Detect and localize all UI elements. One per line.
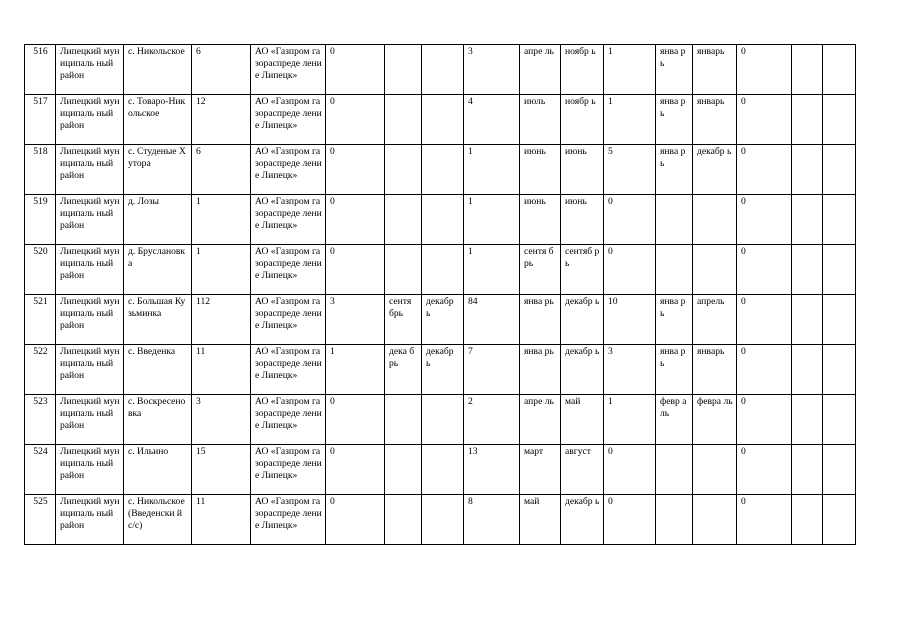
col9-cell: 3 bbox=[464, 45, 520, 95]
col16-cell bbox=[792, 495, 823, 545]
col12-cell: 1 bbox=[604, 395, 656, 445]
col8-cell: декабр ь bbox=[422, 345, 464, 395]
col7-cell: сентя брь bbox=[385, 295, 422, 345]
col12-cell: 1 bbox=[604, 45, 656, 95]
col13-cell bbox=[656, 245, 693, 295]
col15-cell: 0 bbox=[737, 195, 792, 245]
col10-cell: янва рь bbox=[520, 345, 561, 395]
row-number: 523 bbox=[25, 395, 56, 445]
col13-cell: февр аль bbox=[656, 395, 693, 445]
col17-cell bbox=[823, 95, 856, 145]
locality-cell: д. Лозы bbox=[124, 195, 192, 245]
table-row bbox=[25, 145, 856, 195]
table-row bbox=[25, 295, 856, 345]
organization-cell: АО «Газпром газораспреде ление Липецк» bbox=[251, 45, 326, 95]
col13-cell: янва рь bbox=[656, 145, 693, 195]
col8-cell bbox=[422, 395, 464, 445]
col8-cell bbox=[422, 95, 464, 145]
col8-cell bbox=[422, 495, 464, 545]
col12-cell: 0 bbox=[604, 495, 656, 545]
col10-cell: март bbox=[520, 445, 561, 495]
district-cell: Липецкий муниципаль ный район bbox=[56, 195, 124, 245]
row-number: 525 bbox=[25, 495, 56, 545]
col6-cell: 0 bbox=[326, 195, 385, 245]
col17-cell bbox=[823, 295, 856, 345]
row-number: 521 bbox=[25, 295, 56, 345]
locality-cell: с. Большая Кузьминка bbox=[124, 295, 192, 345]
organization-cell: АО «Газпром газораспреде ление Липецк» bbox=[251, 445, 326, 495]
table-row bbox=[25, 45, 856, 95]
organization-cell: АО «Газпром газораспреде ление Липецк» bbox=[251, 95, 326, 145]
gasification-table bbox=[24, 44, 856, 545]
count-cell: 11 bbox=[192, 495, 251, 545]
col16-cell bbox=[792, 145, 823, 195]
table-row bbox=[25, 395, 856, 445]
locality-cell: с. Ильино bbox=[124, 445, 192, 495]
col10-cell: сентя брь bbox=[520, 245, 561, 295]
col10-cell: апре ль bbox=[520, 395, 561, 445]
col14-cell: апрель bbox=[693, 295, 737, 345]
col6-cell: 3 bbox=[326, 295, 385, 345]
col11-cell: ноябр ь bbox=[561, 45, 604, 95]
col16-cell bbox=[792, 295, 823, 345]
col6-cell: 0 bbox=[326, 495, 385, 545]
col17-cell bbox=[823, 145, 856, 195]
table-body bbox=[25, 45, 856, 545]
col6-cell: 0 bbox=[326, 445, 385, 495]
col9-cell: 1 bbox=[464, 145, 520, 195]
col9-cell: 4 bbox=[464, 95, 520, 145]
col17-cell bbox=[823, 195, 856, 245]
organization-cell: АО «Газпром газораспреде ление Липецк» bbox=[251, 145, 326, 195]
locality-cell: с. Товаро-Никольское bbox=[124, 95, 192, 145]
row-number: 520 bbox=[25, 245, 56, 295]
row-number: 519 bbox=[25, 195, 56, 245]
district-cell: Липецкий муниципаль ный район bbox=[56, 345, 124, 395]
col12-cell: 0 bbox=[604, 195, 656, 245]
col10-cell: июль bbox=[520, 95, 561, 145]
locality-cell: с. Никольское bbox=[124, 45, 192, 95]
col13-cell bbox=[656, 195, 693, 245]
col8-cell bbox=[422, 445, 464, 495]
col14-cell bbox=[693, 195, 737, 245]
table-row bbox=[25, 195, 856, 245]
col11-cell: май bbox=[561, 395, 604, 445]
col14-cell: январь bbox=[693, 95, 737, 145]
count-cell: 11 bbox=[192, 345, 251, 395]
organization-cell: АО «Газпром газораспреде ление Липецк» bbox=[251, 495, 326, 545]
col14-cell: февра ль bbox=[693, 395, 737, 445]
col15-cell: 0 bbox=[737, 295, 792, 345]
col15-cell: 0 bbox=[737, 395, 792, 445]
district-cell: Липецкий муниципаль ный район bbox=[56, 445, 124, 495]
row-number: 524 bbox=[25, 445, 56, 495]
col8-cell: декабр ь bbox=[422, 295, 464, 345]
col6-cell: 1 bbox=[326, 345, 385, 395]
count-cell: 6 bbox=[192, 45, 251, 95]
col12-cell: 10 bbox=[604, 295, 656, 345]
col13-cell bbox=[656, 495, 693, 545]
col13-cell: янва рь bbox=[656, 45, 693, 95]
row-number: 518 bbox=[25, 145, 56, 195]
col10-cell: май bbox=[520, 495, 561, 545]
col13-cell: янва рь bbox=[656, 345, 693, 395]
count-cell: 1 bbox=[192, 195, 251, 245]
col14-cell bbox=[693, 245, 737, 295]
district-cell: Липецкий муниципаль ный район bbox=[56, 495, 124, 545]
col13-cell: янва рь bbox=[656, 295, 693, 345]
col9-cell: 7 bbox=[464, 345, 520, 395]
count-cell: 112 bbox=[192, 295, 251, 345]
col10-cell: апре ль bbox=[520, 45, 561, 95]
district-cell: Липецкий муниципаль ный район bbox=[56, 295, 124, 345]
district-cell: Липецкий муниципаль ный район bbox=[56, 395, 124, 445]
district-cell: Липецкий муниципаль ный район bbox=[56, 45, 124, 95]
col17-cell bbox=[823, 495, 856, 545]
row-number: 516 bbox=[25, 45, 56, 95]
col10-cell: июнь bbox=[520, 145, 561, 195]
col8-cell bbox=[422, 245, 464, 295]
col7-cell: дека брь bbox=[385, 345, 422, 395]
locality-cell: д. Бруслановк а bbox=[124, 245, 192, 295]
col13-cell bbox=[656, 445, 693, 495]
col11-cell: сентяб рь bbox=[561, 245, 604, 295]
col12-cell: 0 bbox=[604, 445, 656, 495]
table-row bbox=[25, 245, 856, 295]
col15-cell: 0 bbox=[737, 95, 792, 145]
col11-cell: декабр ь bbox=[561, 345, 604, 395]
col9-cell: 2 bbox=[464, 395, 520, 445]
count-cell: 3 bbox=[192, 395, 251, 445]
col14-cell: январь bbox=[693, 345, 737, 395]
col7-cell bbox=[385, 445, 422, 495]
col7-cell bbox=[385, 495, 422, 545]
col12-cell: 3 bbox=[604, 345, 656, 395]
row-number: 522 bbox=[25, 345, 56, 395]
table-row bbox=[25, 95, 856, 145]
col12-cell: 1 bbox=[604, 95, 656, 145]
col11-cell: ноябр ь bbox=[561, 95, 604, 145]
col15-cell: 0 bbox=[737, 445, 792, 495]
col8-cell bbox=[422, 45, 464, 95]
organization-cell: АО «Газпром газораспреде ление Липецк» bbox=[251, 395, 326, 445]
col16-cell bbox=[792, 95, 823, 145]
col9-cell: 1 bbox=[464, 195, 520, 245]
col11-cell: декабр ь bbox=[561, 495, 604, 545]
col7-cell bbox=[385, 145, 422, 195]
col11-cell: июнь bbox=[561, 195, 604, 245]
col11-cell: август bbox=[561, 445, 604, 495]
locality-cell: с. Введенка bbox=[124, 345, 192, 395]
organization-cell: АО «Газпром газораспреде ление Липецк» bbox=[251, 295, 326, 345]
col15-cell: 0 bbox=[737, 245, 792, 295]
col17-cell bbox=[823, 445, 856, 495]
table-row bbox=[25, 345, 856, 395]
col16-cell bbox=[792, 45, 823, 95]
col7-cell bbox=[385, 195, 422, 245]
col10-cell: янва рь bbox=[520, 295, 561, 345]
col16-cell bbox=[792, 445, 823, 495]
col14-cell: январь bbox=[693, 45, 737, 95]
count-cell: 15 bbox=[192, 445, 251, 495]
col9-cell: 1 bbox=[464, 245, 520, 295]
col17-cell bbox=[823, 245, 856, 295]
col16-cell bbox=[792, 245, 823, 295]
col17-cell bbox=[823, 395, 856, 445]
col6-cell: 0 bbox=[326, 245, 385, 295]
col14-cell: декабр ь bbox=[693, 145, 737, 195]
table-row bbox=[25, 445, 856, 495]
col9-cell: 84 bbox=[464, 295, 520, 345]
locality-cell: с. Никольское (Введенски й с/с) bbox=[124, 495, 192, 545]
col12-cell: 5 bbox=[604, 145, 656, 195]
col6-cell: 0 bbox=[326, 95, 385, 145]
col6-cell: 0 bbox=[326, 45, 385, 95]
col7-cell bbox=[385, 95, 422, 145]
table-row bbox=[25, 495, 856, 545]
col15-cell: 0 bbox=[737, 45, 792, 95]
col12-cell: 0 bbox=[604, 245, 656, 295]
col17-cell bbox=[823, 345, 856, 395]
count-cell: 6 bbox=[192, 145, 251, 195]
count-cell: 12 bbox=[192, 95, 251, 145]
col6-cell: 0 bbox=[326, 145, 385, 195]
col8-cell bbox=[422, 145, 464, 195]
locality-cell: с. Воскресено вка bbox=[124, 395, 192, 445]
col11-cell: декабр ь bbox=[561, 295, 604, 345]
district-cell: Липецкий муниципаль ный район bbox=[56, 95, 124, 145]
col10-cell: июнь bbox=[520, 195, 561, 245]
district-cell: Липецкий муниципаль ный район bbox=[56, 245, 124, 295]
col14-cell bbox=[693, 495, 737, 545]
col14-cell bbox=[693, 445, 737, 495]
col7-cell bbox=[385, 245, 422, 295]
organization-cell: АО «Газпром газораспреде ление Липецк» bbox=[251, 345, 326, 395]
row-number: 517 bbox=[25, 95, 56, 145]
organization-cell: АО «Газпром газораспреде ление Липецк» bbox=[251, 195, 326, 245]
col15-cell: 0 bbox=[737, 495, 792, 545]
col15-cell: 0 bbox=[737, 345, 792, 395]
col9-cell: 13 bbox=[464, 445, 520, 495]
col16-cell bbox=[792, 395, 823, 445]
col9-cell: 8 bbox=[464, 495, 520, 545]
col7-cell bbox=[385, 395, 422, 445]
district-cell: Липецкий муниципаль ный район bbox=[56, 145, 124, 195]
col13-cell: янва рь bbox=[656, 95, 693, 145]
col15-cell: 0 bbox=[737, 145, 792, 195]
organization-cell: АО «Газпром газораспреде ление Липецк» bbox=[251, 245, 326, 295]
col17-cell bbox=[823, 45, 856, 95]
col8-cell bbox=[422, 195, 464, 245]
count-cell: 1 bbox=[192, 245, 251, 295]
col16-cell bbox=[792, 345, 823, 395]
col11-cell: июнь bbox=[561, 145, 604, 195]
col6-cell: 0 bbox=[326, 395, 385, 445]
col16-cell bbox=[792, 195, 823, 245]
col7-cell bbox=[385, 45, 422, 95]
locality-cell: с. Студеные Хутора bbox=[124, 145, 192, 195]
